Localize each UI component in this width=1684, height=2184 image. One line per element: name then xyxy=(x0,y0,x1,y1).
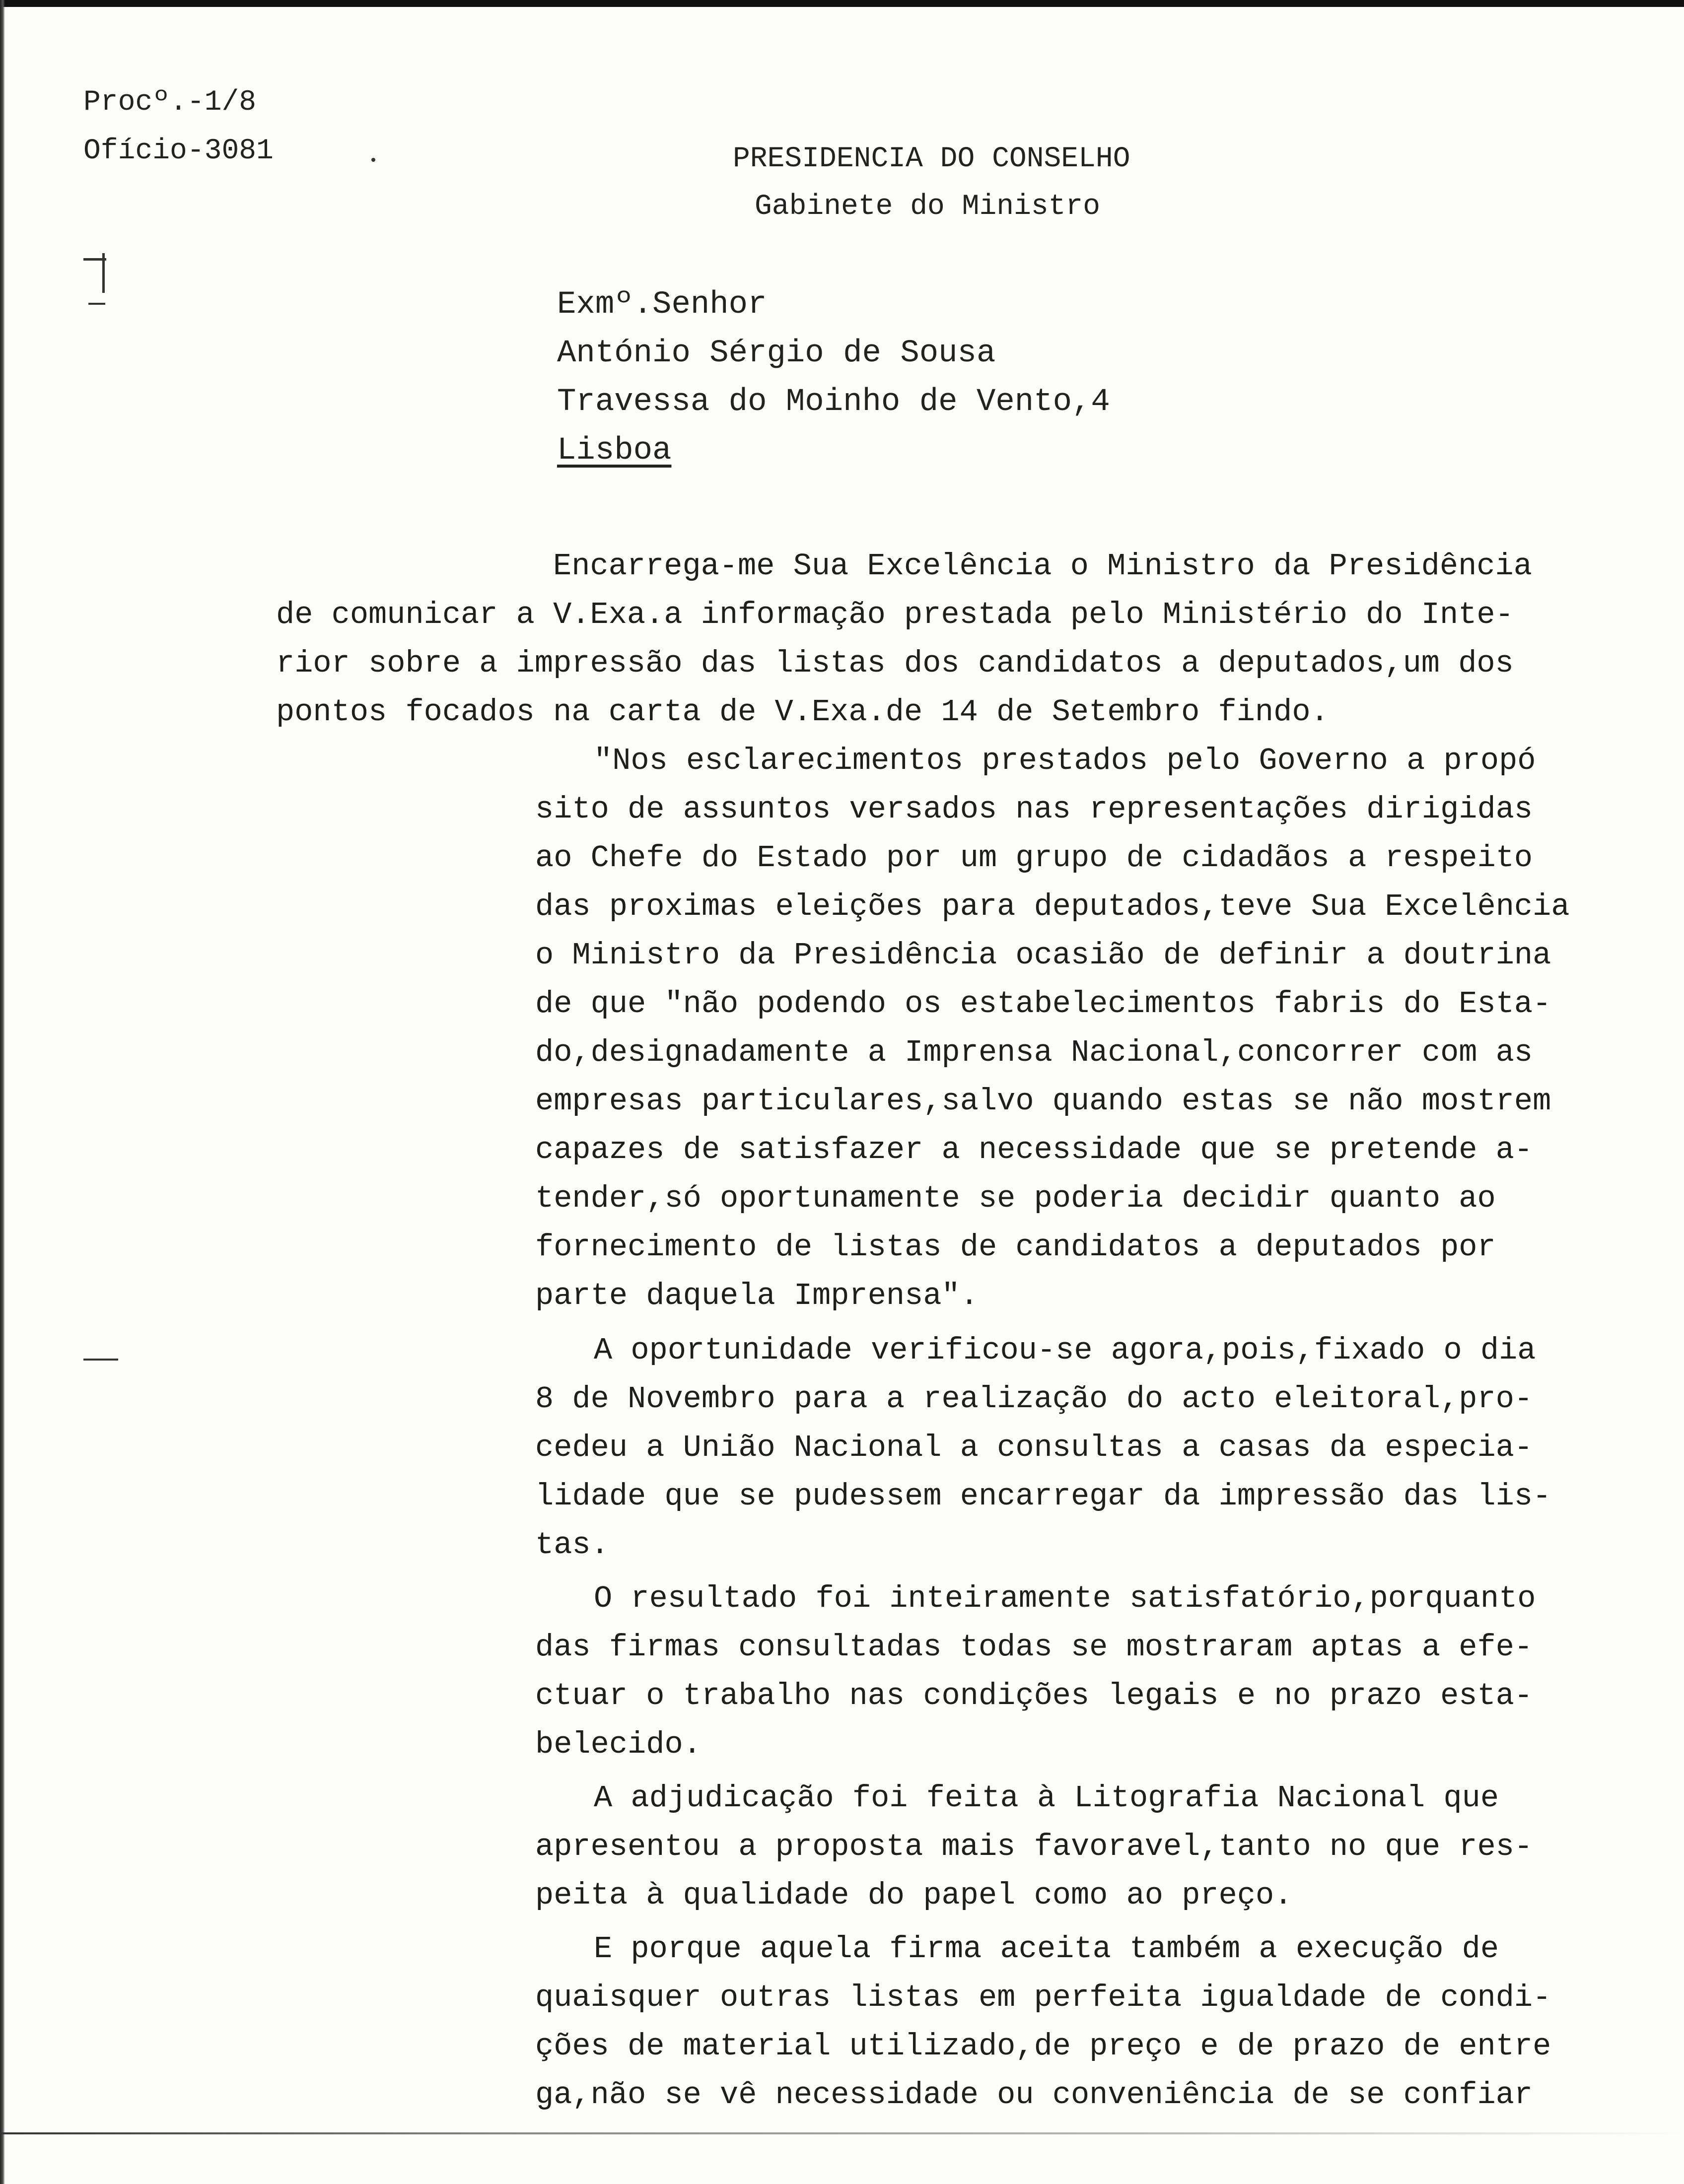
text-line: ções de material utilizado,de preço e de prazo de entre xyxy=(535,2029,1551,2064)
page-border-top xyxy=(0,0,1684,7)
text-line: "Nos esclarecimentos prestados pelo Governo a propó xyxy=(594,743,1536,778)
text-line: capazes de satisfazer a necessidade que se pretende a- xyxy=(535,1132,1533,1167)
text-line: do,designadamente a Imprensa Nacional,concorrer com as xyxy=(535,1035,1533,1070)
text-line: tender,só oportunamente se poderia decidir quanto ao xyxy=(535,1181,1496,1216)
text-line: empresas particulares,salvo quando estas se não mostrem xyxy=(535,1084,1551,1119)
text-line: lidade que se pudessem encarregar da impressão das lis- xyxy=(535,1479,1551,1514)
text-line: E porque aquela firma aceita também a execução de xyxy=(594,1931,1499,1967)
text-line: fornecimento de listas de candidatos a deputados por xyxy=(535,1229,1496,1265)
oficio-number: Ofício-3081 xyxy=(83,135,274,167)
margin-mark xyxy=(102,253,105,293)
text-line: peita à qualidade do papel como ao preço. xyxy=(535,1878,1293,1913)
text-line: belecido. xyxy=(535,1727,702,1762)
text-line: tas. xyxy=(535,1527,609,1563)
text-line: rior sobre a impressão das listas dos candidatos a deputados,um dos xyxy=(276,646,1514,681)
process-number: Procº.-1/8 xyxy=(83,86,257,119)
text-line: de comunicar a V.Exa.a informação prestada pelo Ministério do Inte- xyxy=(276,597,1514,632)
margin-dot xyxy=(371,158,375,162)
text-line: quaisquer outras listas em perfeita igualdade de condi- xyxy=(535,1980,1551,2015)
text-line: sito de assuntos versados nas representações dirigidas xyxy=(535,792,1533,827)
institution-title: PRESIDENCIA DO CONSELHO xyxy=(733,143,1130,175)
text-line: das firmas consultadas todas se mostraram aptas a efe- xyxy=(535,1630,1533,1665)
text-line: A oportunidade verificou-se agora,pois,fixado o dia xyxy=(594,1333,1536,1368)
text-line: cedeu a União Nacional a consultas a casas da especia- xyxy=(535,1430,1533,1465)
salutation: Exmº.Senhor xyxy=(557,287,767,323)
text-line: o Ministro da Presidência ocasião de definir a doutrina xyxy=(535,938,1551,973)
office-subtitle: Gabinete do Ministro xyxy=(755,191,1101,223)
text-line: 8 de Novembro para a realização do acto eleitoral,pro- xyxy=(535,1381,1533,1417)
text-line: ga,não se vê necessidade ou conveniência de se confiar xyxy=(535,2077,1533,2113)
addressee-city: Lisboa xyxy=(557,433,672,469)
margin-mark xyxy=(83,1359,118,1361)
text-line: Encarrega-me Sua Excelência o Ministro da Presidência xyxy=(553,548,1532,584)
addressee-name: António Sérgio de Sousa xyxy=(557,336,996,371)
text-line: ao Chefe do Estado por um grupo de cidadãos a respeito xyxy=(535,840,1533,876)
text-line: pontos focados na carta de V.Exa.de 14 de Setembro findo. xyxy=(276,694,1329,730)
text-line: parte daquela Imprensa". xyxy=(535,1278,979,1313)
text-line: A adjudicação foi feita à Litografia Nacional que xyxy=(594,1780,1499,1816)
text-line: de que "não podendo os estabelecimentos fabris do Esta- xyxy=(535,986,1551,1022)
text-line: apresentou a proposta mais favoravel,tanto no que res- xyxy=(535,1829,1533,1864)
margin-mark xyxy=(88,303,105,305)
addressee-street: Travessa do Moinho de Vento,4 xyxy=(557,384,1110,420)
text-line: ctuar o trabalho nas condições legais e no prazo esta- xyxy=(535,1678,1533,1713)
text-line: das proximas eleições para deputados,teve Sua Excelência xyxy=(535,889,1570,924)
bottom-rule xyxy=(0,2132,1684,2134)
page-border-left xyxy=(0,0,5,2184)
text-line: O resultado foi inteiramente satisfatório,porquanto xyxy=(594,1581,1536,1616)
